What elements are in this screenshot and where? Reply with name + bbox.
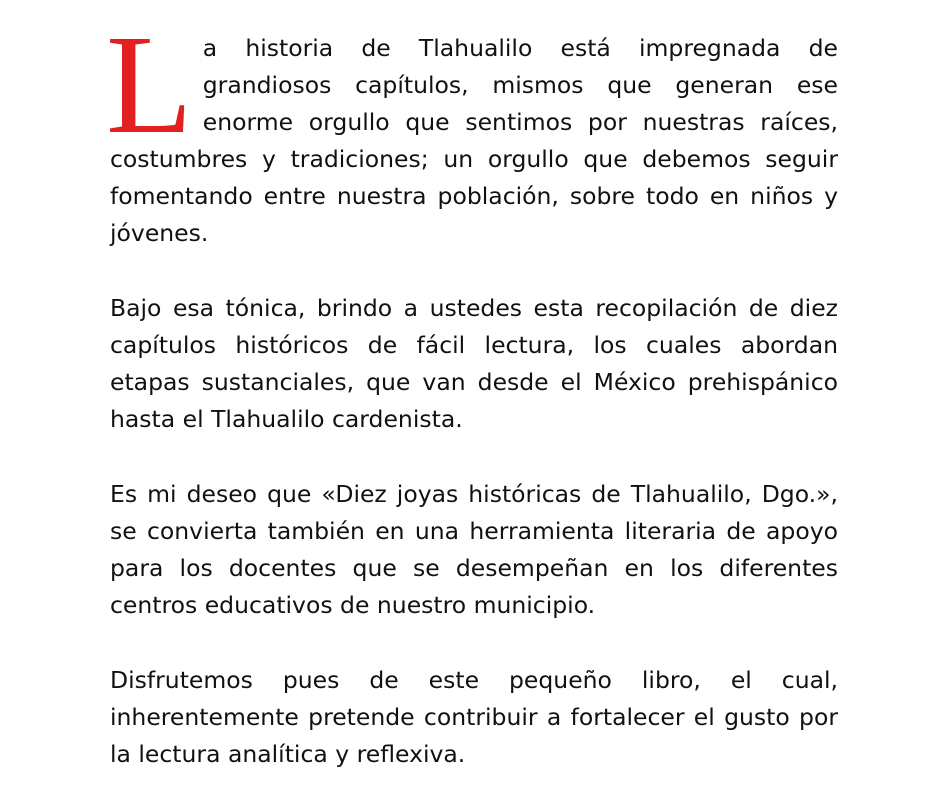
paragraph-2: Bajo esa tónica, brindo a ustedes esta recopilación de diez capítulos históricos de fácil lectura, los cuales abordan etapas sustanciales, que van desde el México prehispánico hasta el Tlahualilo cardenista. [110, 294, 838, 433]
paragraph-4: Disfrutemos pues de este pequeño libro, el cual, inherentemente pretende contribuir a fortalecer el gusto por la lectura analítica y reflexiva. [110, 666, 838, 768]
paragraph-1 [106, 5, 838, 252]
paragraph-1-text: a historia de Tlahualilo está impregnada de grandiosos capítulos, mismos que generan ese enorme orgullo que sentimos por nuestras raíces, costumbres y tradiciones; un orgullo que debemos seguir fomentando entre nuestra población, sobre todo en niños y jóvenes. [110, 34, 838, 247]
document-page [106, 5, 838, 773]
paragraph-3: Es mi deseo que «Diez joyas históricas de Tlahualilo, Dgo.», se convierta también en una herramienta literaria de apoyo para los docentes que se desempeñan en los diferentes centros educativos de nuestro municipio. [110, 480, 838, 619]
drop-cap-letter: L [106, 5, 193, 163]
